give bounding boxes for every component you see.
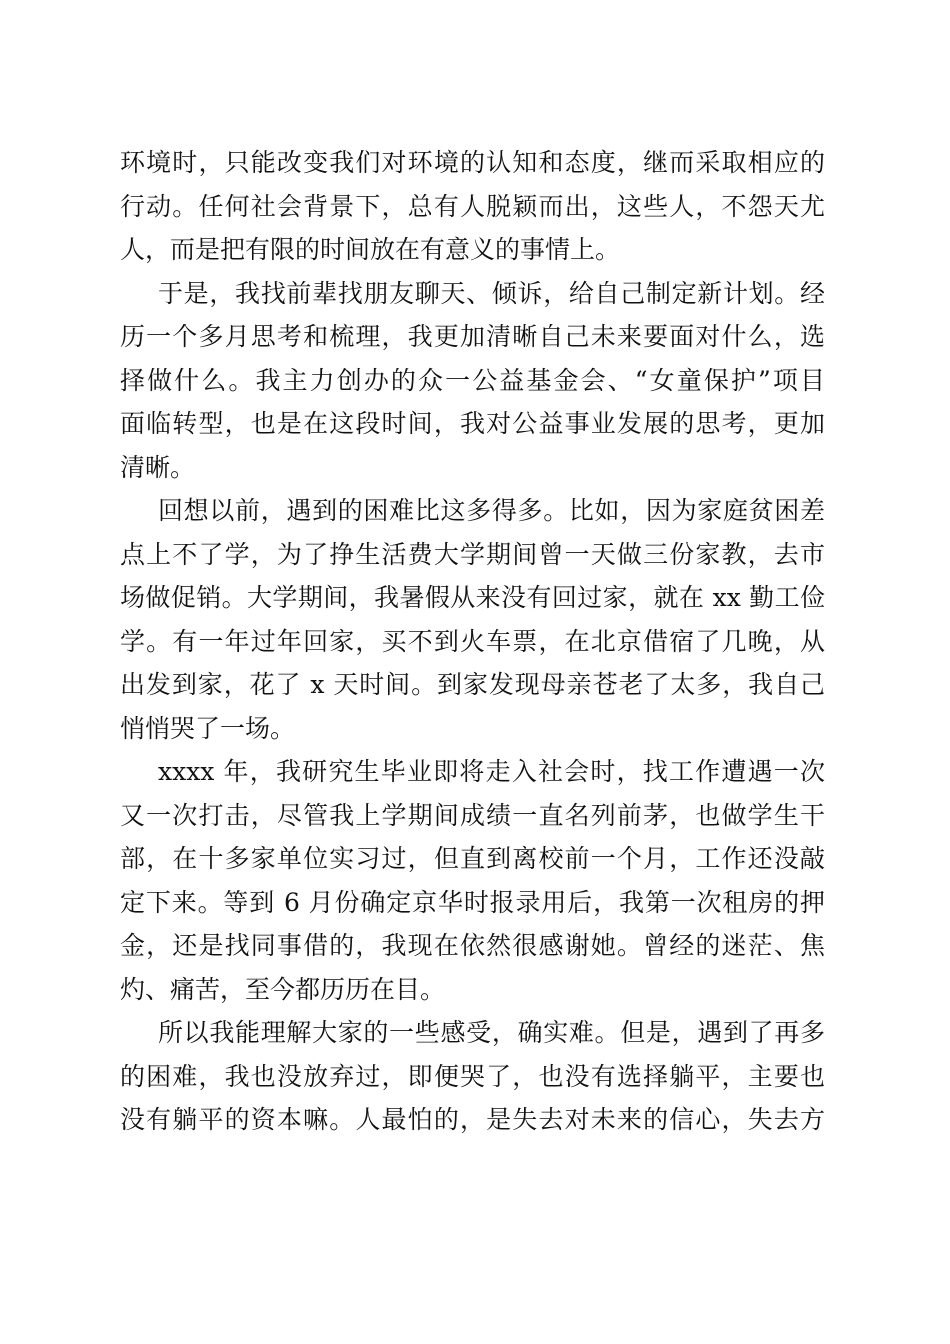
paragraph-2-line-3: 择做什么。我主力创办的众一公益基金会、“女童保护”项目	[120, 365, 825, 395]
paragraph-4-line-4: 定下来。等到 6 月份确定京华时报录用后，我第一次租房的押	[120, 887, 825, 917]
paragraph-5-line-2: 的困难，我也没放弃过，即便哭了，也没有选择躺平，主要也	[120, 1061, 825, 1091]
paragraph-1-line-1: 环境时，只能改变我们对环境的认知和态度，继而采取相应的	[120, 148, 825, 177]
paragraph-4-line-2: 又一次打击，尽管我上学期间成绩一直名列前茅，也做学生干	[120, 800, 825, 830]
paragraph-4-line-1: xxxx 年，我研究生毕业即将走入社会时，找工作遭遇一次	[158, 757, 825, 786]
paragraph-4-line-6: 灼、痛苦，至今都历历在目。	[120, 974, 446, 1004]
paragraph-2-line-1: 于是，我找前辈找朋友聊天、倾诉，给自己制定新计划。经	[158, 278, 825, 308]
paragraph-2-line-4: 面临转型，也是在这段时间，我对公益事业发展的思考，更加	[120, 409, 825, 438]
paragraph-4-line-3: 部，在十多家单位实习过，但直到离校前一个月，工作还没敲	[120, 844, 825, 873]
paragraph-3-line-2: 点上不了学，为了挣生活费大学期间曾一天做三份家教，去市	[120, 539, 825, 569]
paragraph-1-line-2: 行动。任何社会背景下，总有人脱颖而出，这些人，不怨天尤	[120, 191, 825, 221]
paragraph-3-line-3: 场做促销。大学期间，我暑假从来没有回过家，就在 xx 勤工俭	[120, 583, 825, 612]
paragraph-3-line-1: 回想以前，遇到的困难比这多得多。比如，因为家庭贫困差	[158, 496, 825, 525]
paragraph-5-line-1: 所以我能理解大家的一些感受，确实难。但是，遇到了再多	[158, 1018, 825, 1047]
paragraph-2-line-2: 历一个多月思考和梳理，我更加清晰自己未来要面对什么，选	[120, 322, 825, 351]
paragraph-3-line-5: 出发到家，花了 x 天时间。到家发现母亲苍老了太多，我自己	[120, 670, 825, 699]
paragraph-2-line-5: 清晰。	[120, 452, 196, 482]
body-text	[120, 141, 825, 1142]
paragraph-3-line-4: 学。有一年过年回家，买不到火车票，在北京借宿了几晚，从	[120, 626, 825, 656]
paragraph-4-line-5: 金，还是找同事借的，我现在依然很感谢她。曾经的迷茫、焦	[120, 931, 825, 960]
paragraph-5-line-3: 没有躺平的资本嘛。人最怕的，是失去对未来的信心，失去方	[120, 1105, 825, 1134]
paragraph-3-line-6: 悄悄哭了一场。	[120, 713, 296, 743]
paragraph-1-line-3: 人，而是把有限的时间放在有意义的事情上。	[120, 235, 621, 264]
